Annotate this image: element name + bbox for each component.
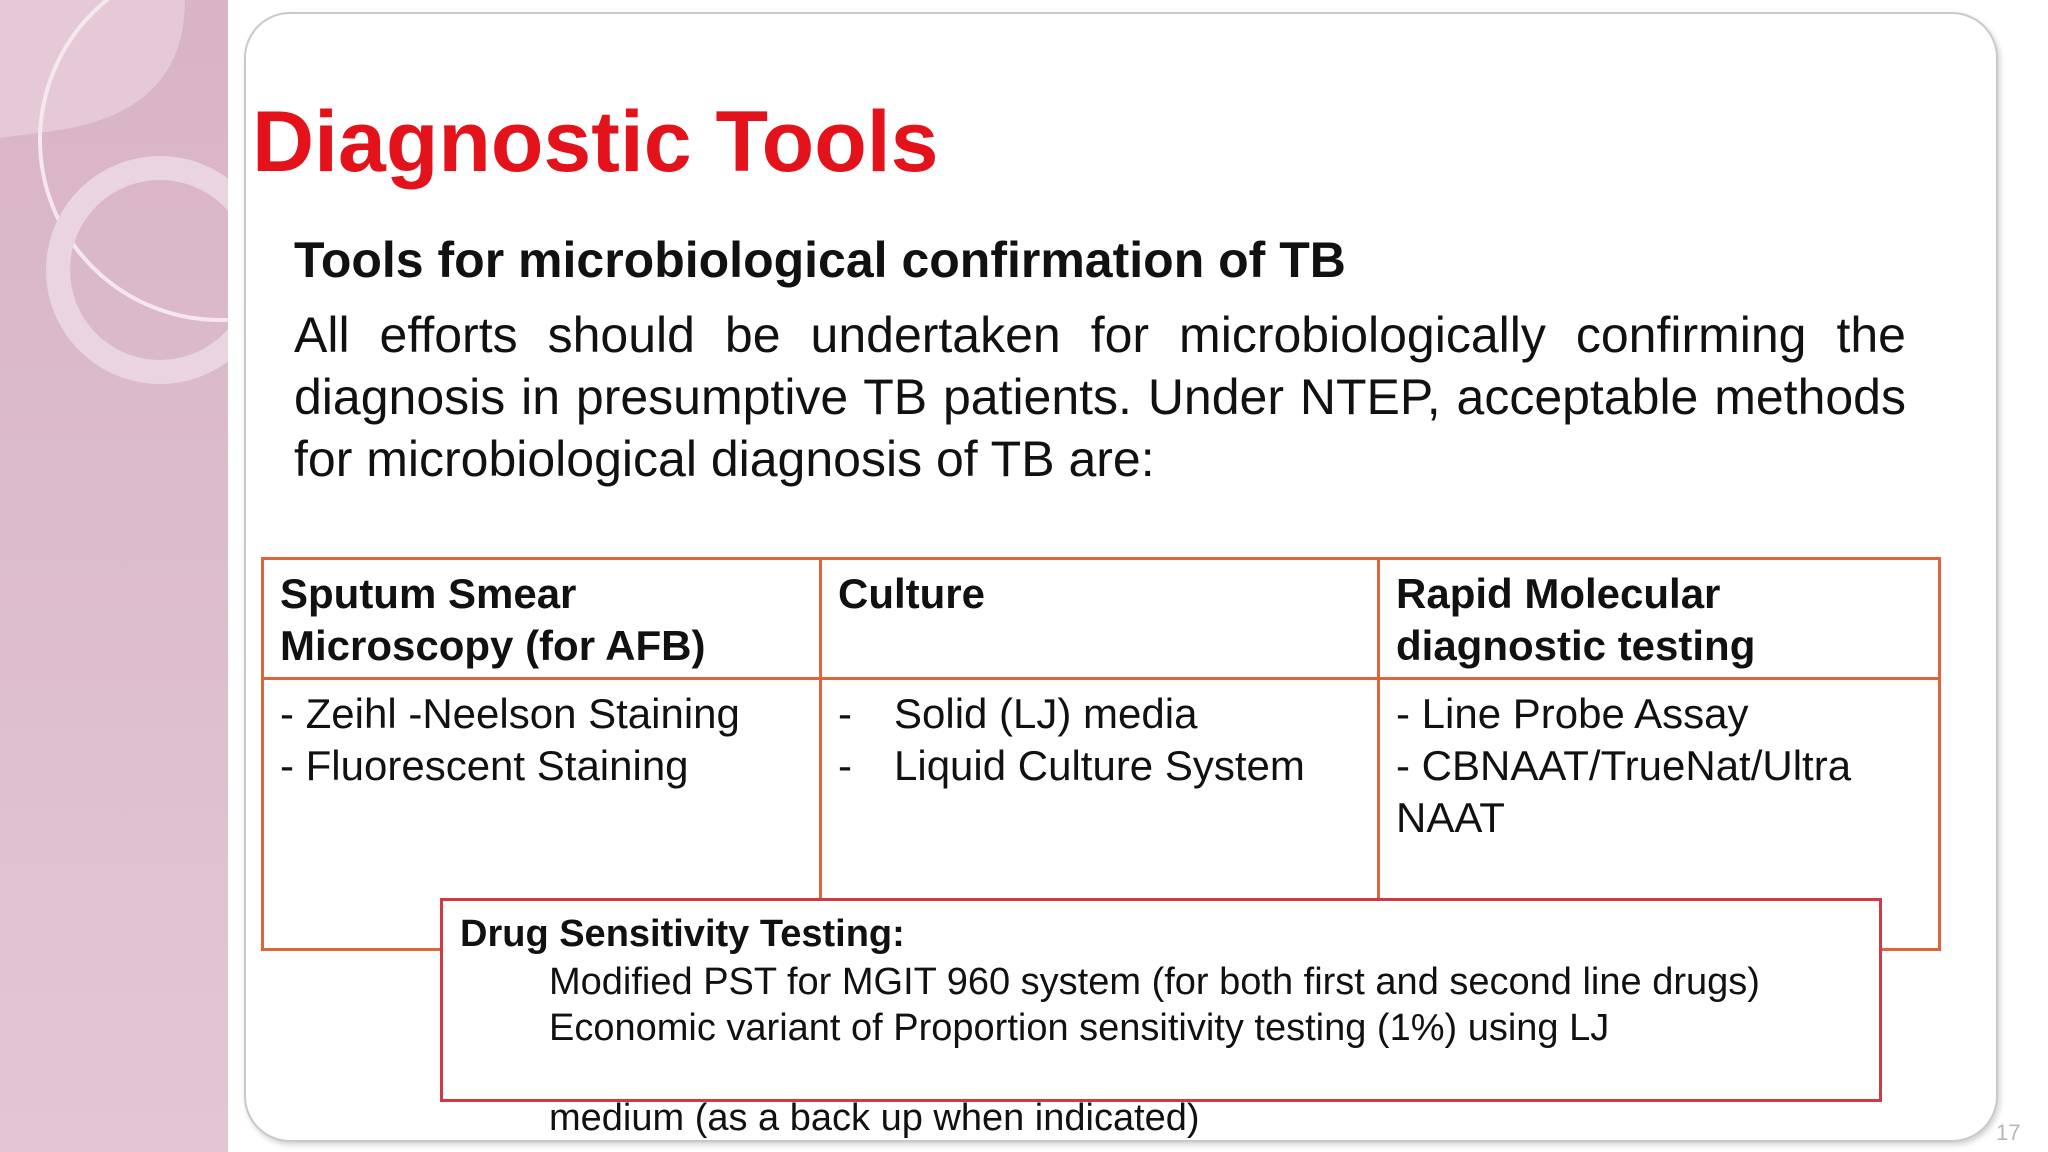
dash-marker: -: [838, 742, 852, 789]
list-item: [838, 740, 1361, 792]
header-smear-microscopy: Sputum Smear Microscopy (for AFB): [264, 560, 822, 680]
slide-title: Diagnostic Tools: [252, 94, 939, 190]
list-item: [838, 688, 1361, 740]
culture-list: [838, 688, 1361, 792]
ring-decoration-icon: [0, 0, 228, 1152]
methods-table: [261, 557, 1941, 951]
page-number: 17: [1996, 1120, 2021, 1145]
list-item-text: Solid (LJ) media: [894, 690, 1198, 737]
dst-item-overflow: medium (as a back up when indicated): [549, 1097, 1200, 1139]
slide-subtitle: Tools for microbiological confirmation of TB: [294, 232, 1346, 288]
intro-paragraph: All efforts should be undertaken for microbiologically confirming the diagnosis in presumptive TB patients. Under NTEP, acceptable methods for microbiological diagnosis of TB are:: [294, 307, 1906, 487]
list-item: - Fluorescent Staining: [280, 742, 689, 789]
header-culture: Culture: [822, 560, 1380, 680]
list-item: - CBNAAT/TrueNat/Ultra NAAT: [1396, 742, 1852, 841]
list-item-text: Liquid Culture System: [894, 742, 1305, 789]
dash-marker: -: [838, 690, 852, 737]
dst-title: Drug Sensitivity Testing:: [460, 913, 905, 955]
decorative-sidebar: [0, 0, 228, 1152]
list-item: - Line Probe Assay: [1396, 690, 1749, 737]
dst-item: Economic variant of Proportion sensitivity testing (1%) using LJ: [549, 1007, 1610, 1049]
header-rapid-molecular: Rapid Molecular diagnostic testing: [1380, 560, 1938, 680]
dst-box: [440, 898, 1882, 1139]
list-item: - Zeihl -Neelson Staining: [280, 690, 740, 737]
dst-item: Modified PST for MGIT 960 system (for both first and second line drugs): [549, 961, 1760, 1003]
